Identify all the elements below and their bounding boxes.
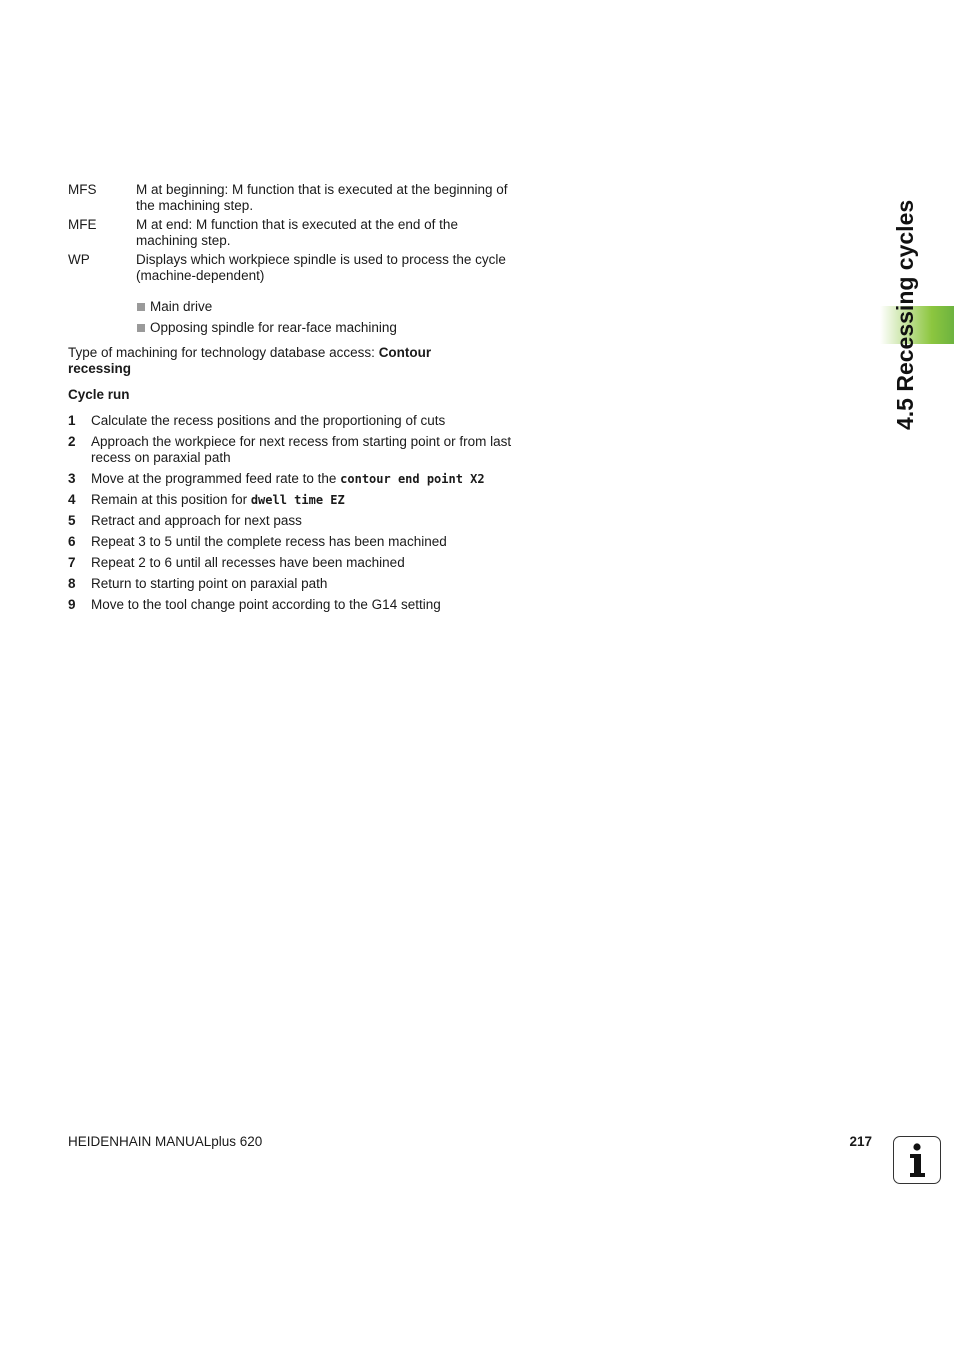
step-text <box>91 534 518 550</box>
param-row-mfs <box>68 182 518 214</box>
step-text-main: Return to starting point on paraxial path <box>91 576 328 591</box>
step-number: 5 <box>68 513 76 528</box>
step-code: dwell time EZ <box>250 493 345 507</box>
step-text <box>91 576 518 592</box>
param-description: M at end: M function that is executed at the end of the machining step. <box>136 217 458 248</box>
option-label: Opposing spindle for rear-face machining <box>150 320 397 335</box>
step-number: 9 <box>68 597 76 612</box>
step-text <box>91 555 518 571</box>
step-text-main: Approach the workpiece for next recess from starting point or from last recess on paraxial path <box>91 434 512 465</box>
info-icon <box>893 1136 941 1184</box>
step-number: 4 <box>68 492 76 507</box>
step-text-main: Remain at this position for <box>91 492 251 507</box>
step-text <box>91 471 518 487</box>
step-text <box>91 413 518 429</box>
step-item <box>68 471 518 487</box>
step-text-main: Move to the tool change point according to the G14 setting <box>91 597 441 612</box>
parameter-list <box>68 182 518 341</box>
step-number: 7 <box>68 555 76 570</box>
page-number: 217 <box>849 1134 872 1149</box>
step-item <box>68 413 518 429</box>
cycle-run-heading: Cycle run <box>68 387 130 402</box>
step-text <box>91 597 518 613</box>
machining-type-prefix: Type of machining for technology database access: <box>68 345 379 360</box>
step-text-main: Move at the programmed feed rate to the <box>91 471 341 486</box>
param-key: WP <box>68 252 90 267</box>
step-item <box>68 597 518 613</box>
step-item <box>68 434 518 466</box>
step-text-main: Repeat 2 to 6 until all recesses have been machined <box>91 555 405 570</box>
step-number: 8 <box>68 576 76 591</box>
wp-option-main-drive <box>136 299 518 320</box>
param-description: M at beginning: M function that is executed at the beginning of the machining step. <box>136 182 508 213</box>
step-item <box>68 576 518 592</box>
option-label: Main drive <box>150 299 213 314</box>
square-bullet-icon <box>137 303 145 311</box>
step-item <box>68 534 518 550</box>
step-text-main: Calculate the recess positions and the proportioning of cuts <box>91 413 446 428</box>
wp-options-list <box>136 299 518 341</box>
step-item <box>68 555 518 571</box>
param-row-wp <box>68 252 518 284</box>
machining-type-note <box>68 345 488 377</box>
info-glyph <box>894 1137 940 1183</box>
step-text-main: Retract and approach for next pass <box>91 513 302 528</box>
step-number: 3 <box>68 471 76 486</box>
step-item <box>68 492 518 508</box>
step-text <box>91 492 518 508</box>
step-number: 6 <box>68 534 76 549</box>
footer-product-name: HEIDENHAIN MANUALplus 620 <box>68 1134 263 1149</box>
step-text-main: Repeat 3 to 5 until the complete recess has been machined <box>91 534 447 549</box>
step-item <box>68 513 518 529</box>
param-key: MFS <box>68 182 97 197</box>
param-description: Displays which workpiece spindle is used to process the cycle (machine-dependent) <box>136 252 506 283</box>
step-text <box>91 513 518 529</box>
chapter-side-title: 4.5 Recessing cycles <box>892 199 918 430</box>
machining-type-value: Contour recessing <box>68 345 432 376</box>
step-code: contour end point X2 <box>340 472 485 486</box>
cycle-run-steps <box>68 413 518 618</box>
step-text <box>91 434 518 466</box>
square-bullet-icon <box>137 324 145 332</box>
param-key: MFE <box>68 217 97 232</box>
wp-option-opposing-spindle <box>136 320 518 341</box>
step-number: 1 <box>68 413 76 428</box>
param-row-mfe <box>68 217 518 249</box>
step-number: 2 <box>68 434 76 449</box>
